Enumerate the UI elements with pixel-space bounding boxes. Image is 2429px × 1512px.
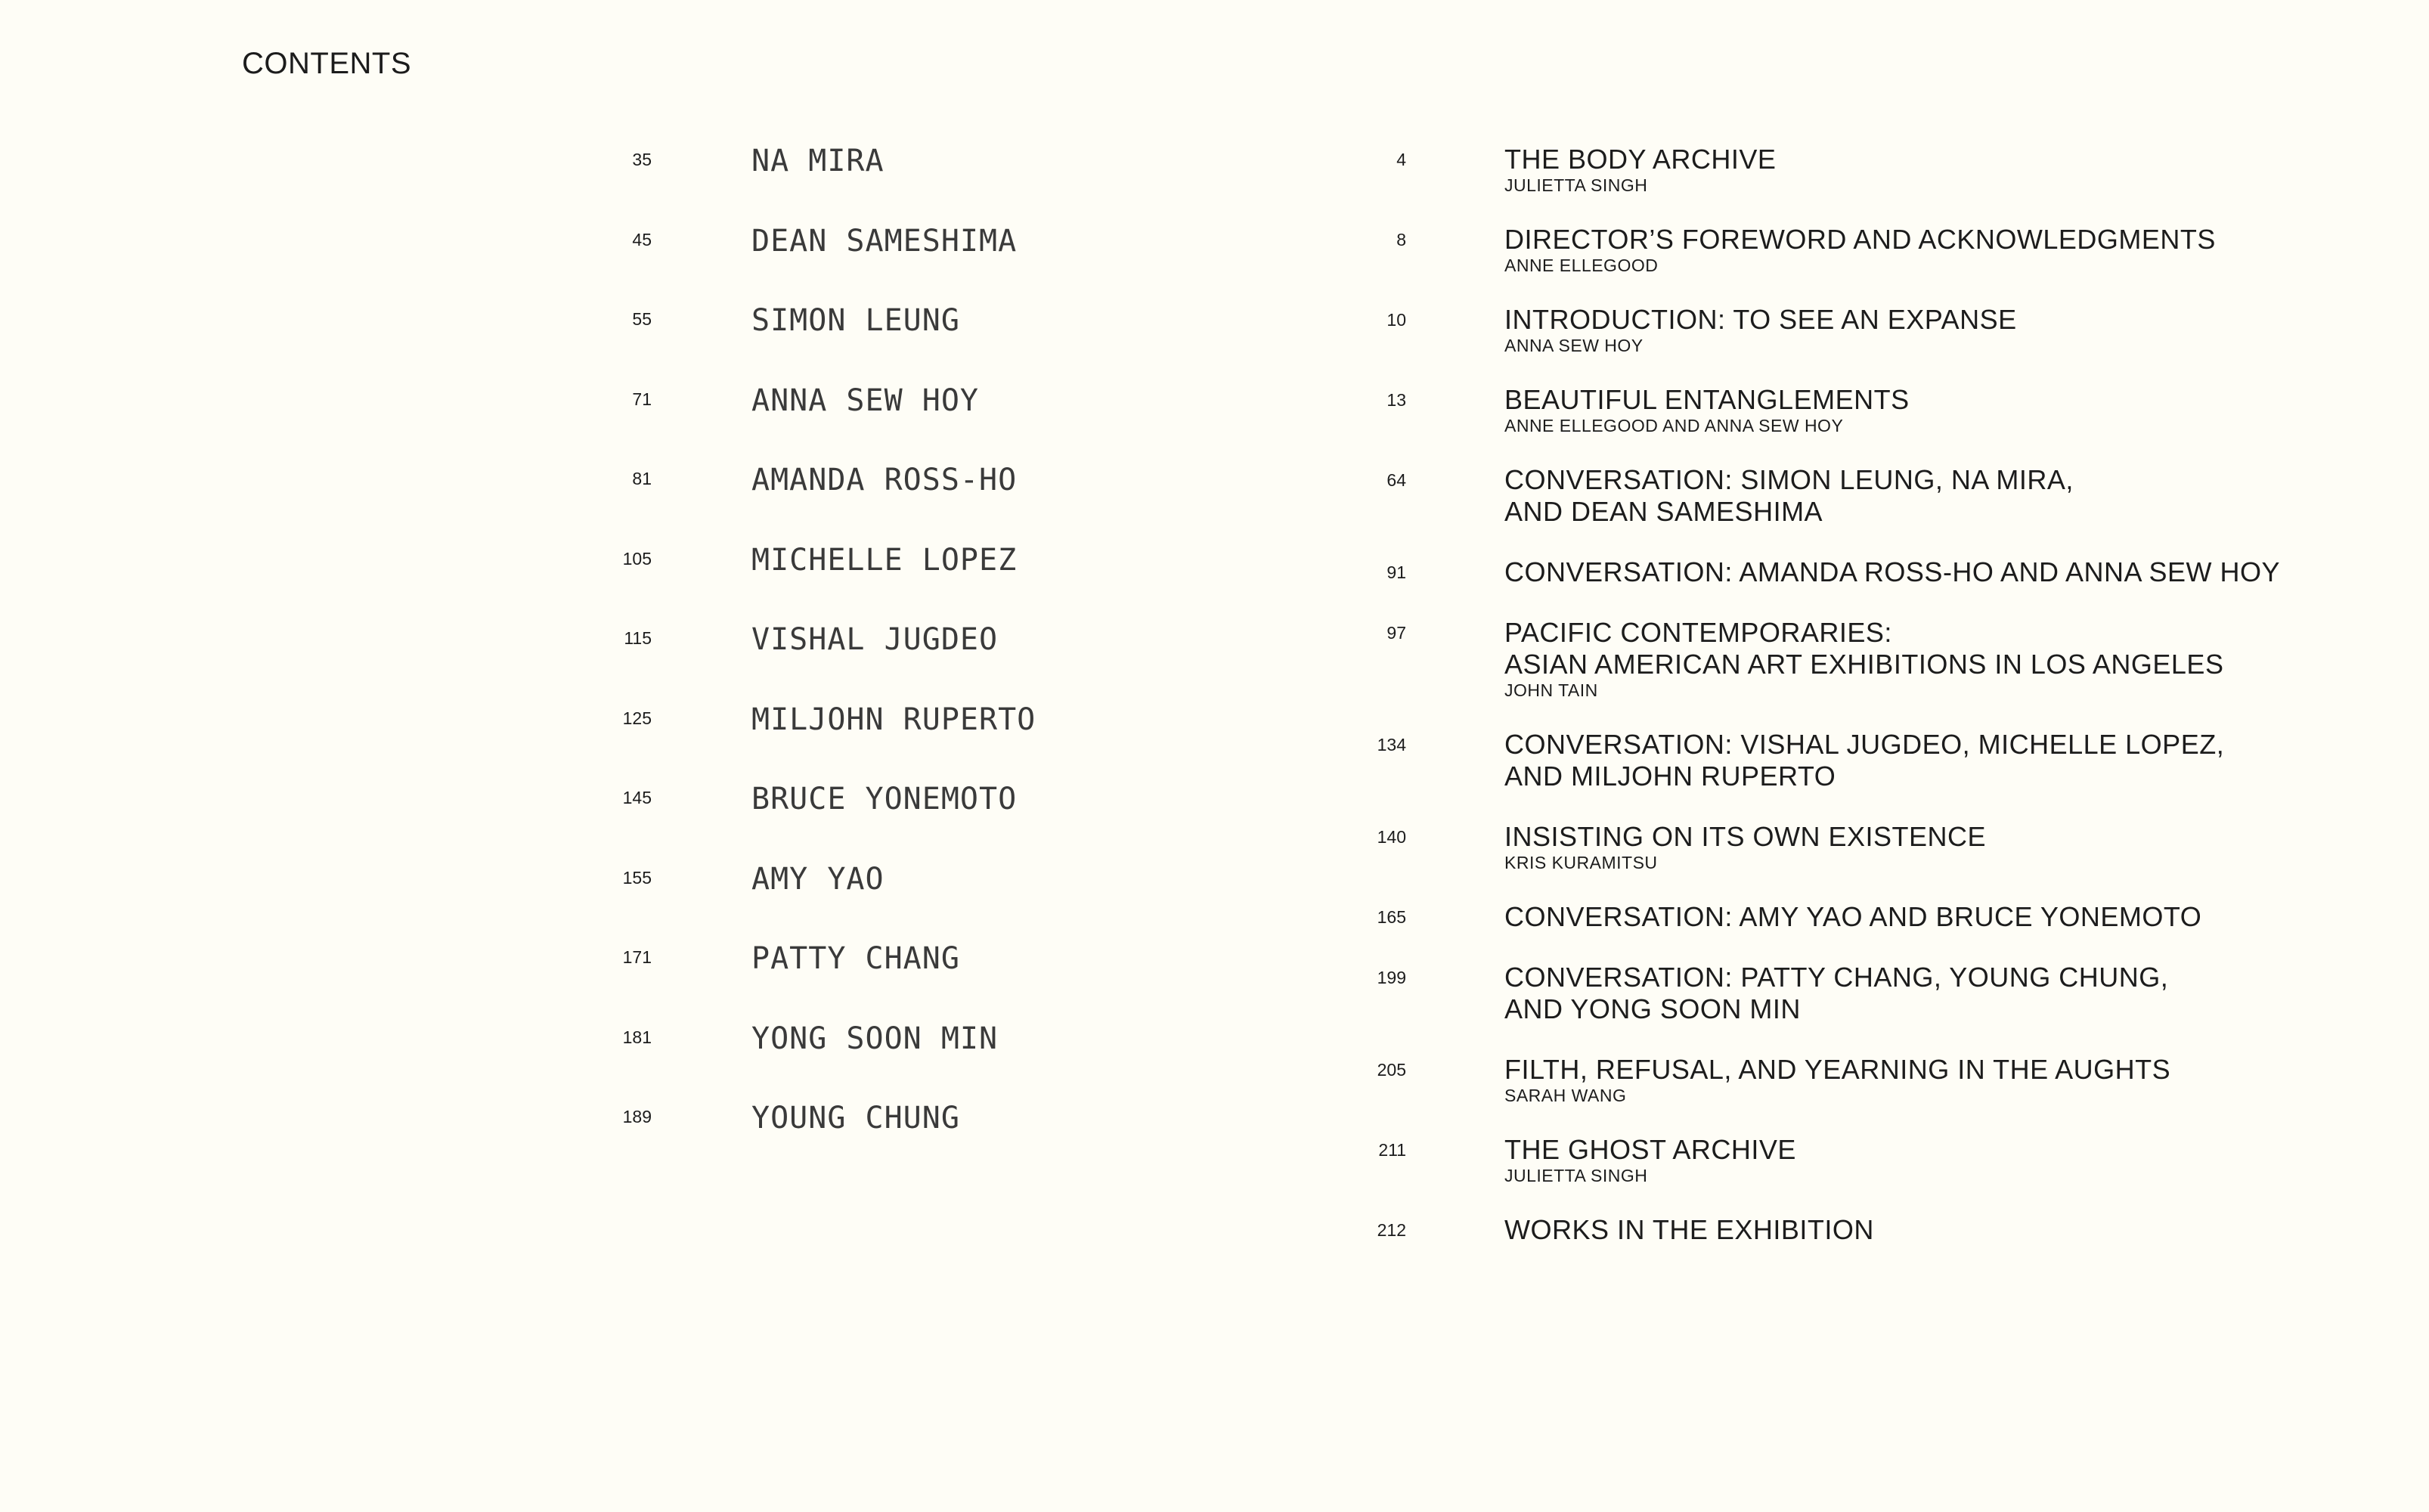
- essay-entry: [1346, 224, 2328, 275]
- artist-entry: [597, 463, 1126, 543]
- page-number: 211: [1378, 1140, 1406, 1160]
- essay-text: [1504, 556, 2328, 588]
- page-number: 165: [1377, 907, 1406, 927]
- essay-author: KRIS KURAMITSU: [1504, 853, 1658, 872]
- page-number: 115: [624, 628, 652, 648]
- essay-text: [1504, 962, 2328, 1025]
- artist-name: MILJOHN RUPERTO: [751, 702, 1036, 737]
- essay-entry: [1346, 384, 2328, 435]
- essay-entry: [1346, 1214, 2328, 1246]
- essay-entry: [1346, 1054, 2328, 1105]
- page-number: 199: [1377, 968, 1406, 987]
- essay-title: AND YONG SOON MIN: [1504, 993, 1801, 1024]
- artist-name: DEAN SAMESHIMA: [751, 223, 1018, 259]
- page-number: 140: [1377, 827, 1406, 847]
- essay-title: CONVERSATION: VISHAL JUGDEO, MICHELLE LOPEZ,: [1504, 729, 2225, 760]
- page-number: 189: [622, 1107, 652, 1126]
- artist-name: YOUNG CHUNG: [751, 1101, 960, 1136]
- page-number: 71: [632, 389, 652, 409]
- page-number: 205: [1377, 1060, 1406, 1080]
- essay-text: [1504, 901, 2328, 933]
- artist-entry: [597, 144, 1126, 224]
- page-number: 171: [622, 947, 652, 967]
- essay-text: [1504, 729, 2328, 792]
- page-number: 134: [1377, 735, 1406, 754]
- artist-entry: [597, 941, 1126, 1021]
- artist-entry: [597, 303, 1126, 383]
- artist-name: NA MIRA: [751, 144, 885, 178]
- essay-title: CONVERSATION: AMY YAO AND BRUCE YONEMOTO: [1504, 901, 2202, 932]
- page-number: 91: [1386, 562, 1406, 582]
- page-number: 81: [632, 469, 652, 488]
- artist-entry: [597, 1101, 1126, 1181]
- essay-entry: [1346, 556, 2328, 588]
- essay-text: [1504, 144, 2328, 195]
- page-number: 4: [1396, 150, 1406, 169]
- page-number: 145: [622, 788, 652, 807]
- essay-text: [1504, 617, 2328, 700]
- artist-entry: [597, 782, 1126, 862]
- artist-entry: [597, 383, 1126, 463]
- artist-name: BRUCE YONEMOTO: [751, 782, 1018, 816]
- essay-text: [1504, 384, 2328, 435]
- essay-title: PACIFIC CONTEMPORARIES:: [1504, 617, 1892, 648]
- essay-entry: [1346, 901, 2328, 933]
- page-number: 125: [622, 708, 652, 728]
- essay-title: CONVERSATION: AMANDA ROSS-HO AND ANNA SEW HOY: [1504, 556, 2281, 587]
- essay-text: [1504, 1054, 2328, 1105]
- artist-name: AMY YAO: [751, 861, 885, 897]
- essay-title: INTRODUCTION: TO SEE AN EXPANSE: [1504, 304, 2017, 335]
- page-number: 35: [632, 150, 652, 169]
- essay-title: THE BODY ARCHIVE: [1504, 144, 1777, 175]
- artist-name: PATTY CHANG: [751, 941, 960, 976]
- page-number: 55: [632, 309, 652, 329]
- essay-author: JULIETTA SINGH: [1504, 175, 1648, 195]
- artist-name: SIMON LEUNG: [751, 303, 960, 338]
- artist-entry: [597, 862, 1126, 942]
- page-number: 212: [1377, 1220, 1406, 1240]
- essay-text: [1504, 224, 2328, 275]
- essay-title: ASIAN AMERICAN ART EXHIBITIONS IN LOS ANGELES: [1504, 649, 2224, 680]
- artist-name: VISHAL JUGDEO: [751, 622, 999, 657]
- essay-entry: [1346, 821, 2328, 872]
- essay-entry: [1346, 1134, 2328, 1185]
- page-number: 45: [632, 229, 652, 249]
- artist-entry: [597, 224, 1126, 304]
- essay-entry: [1346, 304, 2328, 355]
- essay-title: BEAUTIFUL ENTANGLEMENTS: [1504, 384, 1910, 415]
- page-title: CONTENTS: [242, 47, 411, 80]
- artist-entry: [597, 702, 1126, 782]
- essay-author: ANNA SEW HOY: [1504, 336, 1644, 355]
- essay-text: [1504, 304, 2328, 355]
- essay-title: WORKS IN THE EXHIBITION: [1504, 1214, 1874, 1245]
- page-number: 155: [622, 867, 652, 888]
- essay-title: AND DEAN SAMESHIMA: [1504, 496, 1823, 527]
- essay-title: CONVERSATION: SIMON LEUNG, NA MIRA,: [1504, 464, 2074, 495]
- essay-text: [1504, 821, 2328, 872]
- essay-entry: [1346, 617, 2328, 700]
- essay-title: DIRECTOR’S FOREWORD AND ACKNOWLEDGMENTS: [1504, 224, 2216, 255]
- page-number: 10: [1386, 310, 1406, 330]
- essay-title: THE GHOST ARCHIVE: [1504, 1134, 1796, 1165]
- artist-list: [597, 144, 1126, 1181]
- essay-author: JULIETTA SINGH: [1504, 1166, 1648, 1185]
- artist-name: MICHELLE LOPEZ: [751, 542, 1018, 578]
- essay-title: CONVERSATION: PATTY CHANG, YOUNG CHUNG,: [1504, 962, 2169, 993]
- essay-entry: [1346, 729, 2328, 792]
- essay-list: [1346, 144, 2328, 1246]
- essay-author: ANNE ELLEGOOD AND ANNA SEW HOY: [1504, 416, 1844, 435]
- essay-author: JOHN TAIN: [1504, 680, 1598, 700]
- essay-entry: [1346, 144, 2328, 195]
- page-number: 105: [622, 548, 652, 569]
- artist-name: YONG SOON MIN: [751, 1021, 999, 1056]
- artist-entry: [597, 1021, 1126, 1101]
- page-number: 64: [1386, 470, 1406, 490]
- essay-text: [1504, 464, 2328, 528]
- essay-author: SARAH WANG: [1504, 1086, 1627, 1105]
- artist-name: ANNA SEW HOY: [751, 383, 979, 418]
- artist-entry: [597, 622, 1126, 702]
- artist-entry: [597, 543, 1126, 623]
- page-number: 13: [1386, 390, 1406, 410]
- essay-title: FILTH, REFUSAL, AND YEARNING IN THE AUGHTS: [1504, 1054, 2171, 1085]
- artist-name: AMANDA ROSS-HO: [751, 463, 1018, 497]
- essay-author: ANNE ELLEGOOD: [1504, 256, 1659, 275]
- page-number: 97: [1386, 623, 1406, 643]
- essay-title: AND MILJOHN RUPERTO: [1504, 761, 1836, 792]
- essay-entry: [1346, 464, 2328, 528]
- essay-entry: [1346, 962, 2328, 1025]
- essay-title: INSISTING ON ITS OWN EXISTENCE: [1504, 821, 1987, 852]
- essay-text: [1504, 1134, 2328, 1185]
- page-number: 8: [1396, 230, 1406, 249]
- page-number: 181: [622, 1027, 652, 1047]
- essay-text: [1504, 1214, 2328, 1246]
